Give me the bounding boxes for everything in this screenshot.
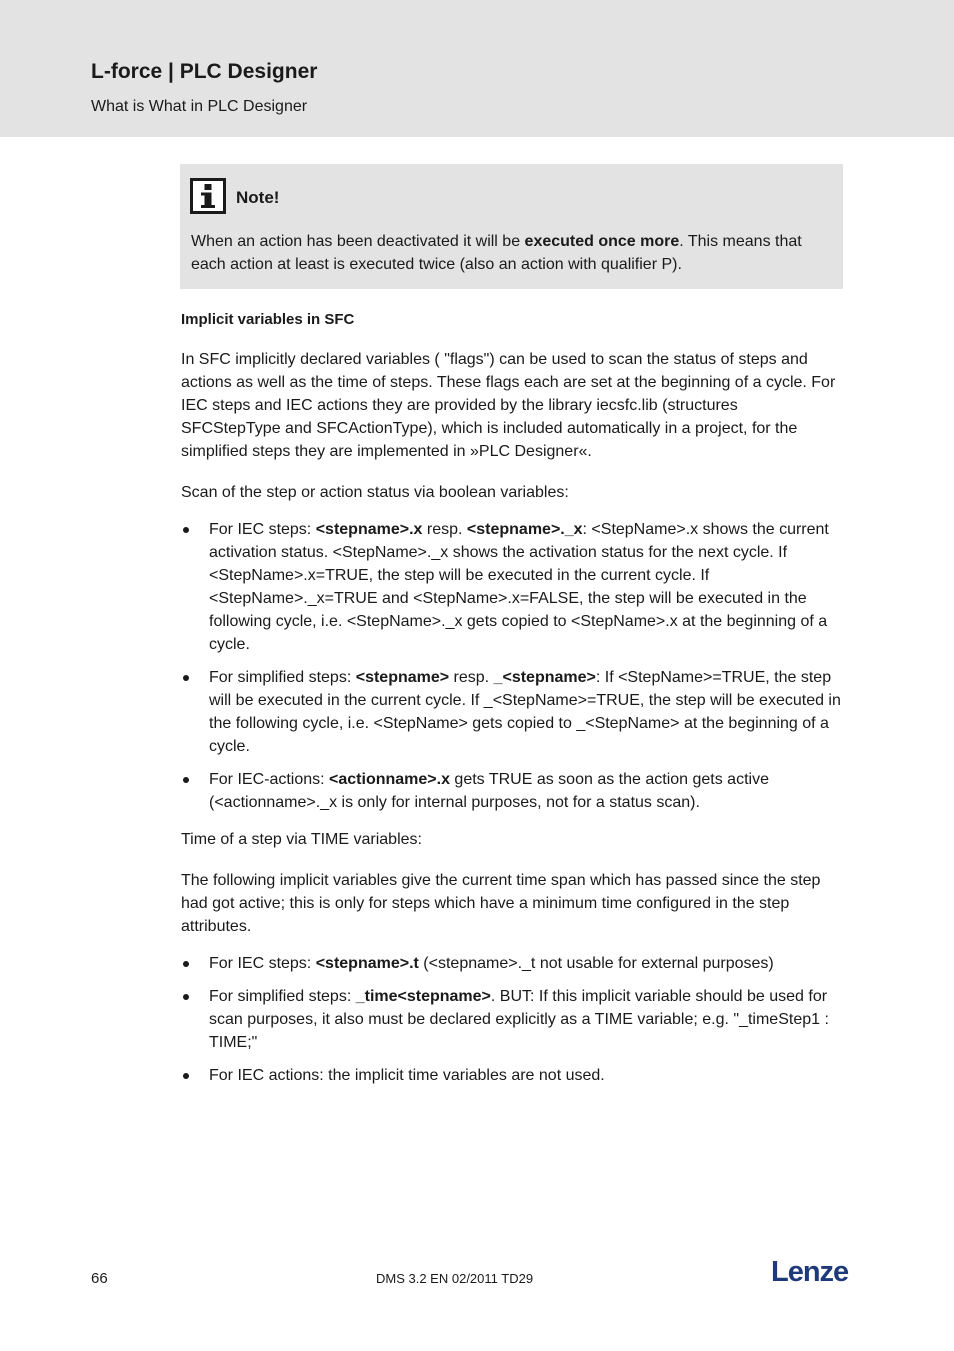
page-number: 66: [91, 1270, 108, 1287]
scan-bullet-list: [181, 518, 841, 814]
note-box: [180, 164, 843, 289]
note-title: Note!: [236, 188, 280, 207]
time-paragraph: The following implicit variables give the current time span which has passed since the step had got active; this is only for steps which have a minimum time configured in the step attributes.: [181, 872, 821, 935]
time-intro: Time of a step via TIME variables:: [181, 831, 422, 848]
list-item: For simplified steps: _time<stepname>. BUT: If this implicit variable should be used for scan purposes, it also must be declared explicitly as a TIME variable; e.g. "_timeStep1 : TIME;": [181, 985, 841, 1054]
page-header: [0, 0, 954, 137]
note-text: When an action has been deactivated it will be executed once more. This means that each action at least is executed twice (also an action with qualifier P).: [191, 233, 802, 273]
scan-intro: Scan of the step or action status via boolean variables:: [181, 484, 569, 501]
list-item: For IEC actions: the implicit time variables are not used.: [181, 1064, 841, 1087]
list-item: For IEC-actions: <actionname>.x gets TRUE as soon as the action gets active (<actionname>._x is only for internal purposes, not for a status scan).: [181, 768, 841, 814]
intro-paragraph: In SFC implicitly declared variables ( "flags") can be used to scan the status of steps and actions as well as the time of steps. These flags each are set at the beginning of a cycle. For IEC steps and IEC actions they are provided by the library iecsfc.lib (structures SFCStepType and SFCActionType), which is included automatically in a project, for the simplified steps they are implemented in »PLC Designer«.: [181, 351, 836, 460]
section-heading: Implicit variables in SFC: [181, 311, 355, 328]
list-item: For simplified steps: <stepname> resp. _<stepname>: If <StepName>=TRUE, the step will be executed in the current cycle. If _<StepName>=TRUE, the step will be executed in the following cycle, i.e. <StepName> gets copied to _<StepName> at the beginning of a cycle.: [181, 666, 841, 758]
list-item: For IEC steps: <stepname>.t (<stepname>._t not usable for external purposes): [181, 952, 841, 975]
time-bullet-list: [181, 952, 841, 1087]
list-item: For IEC steps: <stepname>.x resp. <stepname>._x: <StepName>.x shows the current activation status. <StepName>._x shows the activation status for the next cycle. If <StepName>.x=TRUE, the step will be executed in the current cycle. If <StepName>._x=TRUE and <StepName>.x=FALSE, the step will be executed in the following cycle, i.e. <StepName>._x gets copied to <StepName>.x at the beginning of a cycle.: [181, 518, 841, 656]
header-subtitle: What is What in PLC Designer: [91, 98, 308, 115]
document-id: DMS 3.2 EN 02/2011 TD29: [376, 1271, 534, 1286]
header-title: L-force | PLC Designer: [91, 60, 318, 83]
lenze-logo: Lenze: [771, 1256, 849, 1288]
main-content: [181, 308, 841, 1101]
info-icon: [190, 178, 226, 214]
